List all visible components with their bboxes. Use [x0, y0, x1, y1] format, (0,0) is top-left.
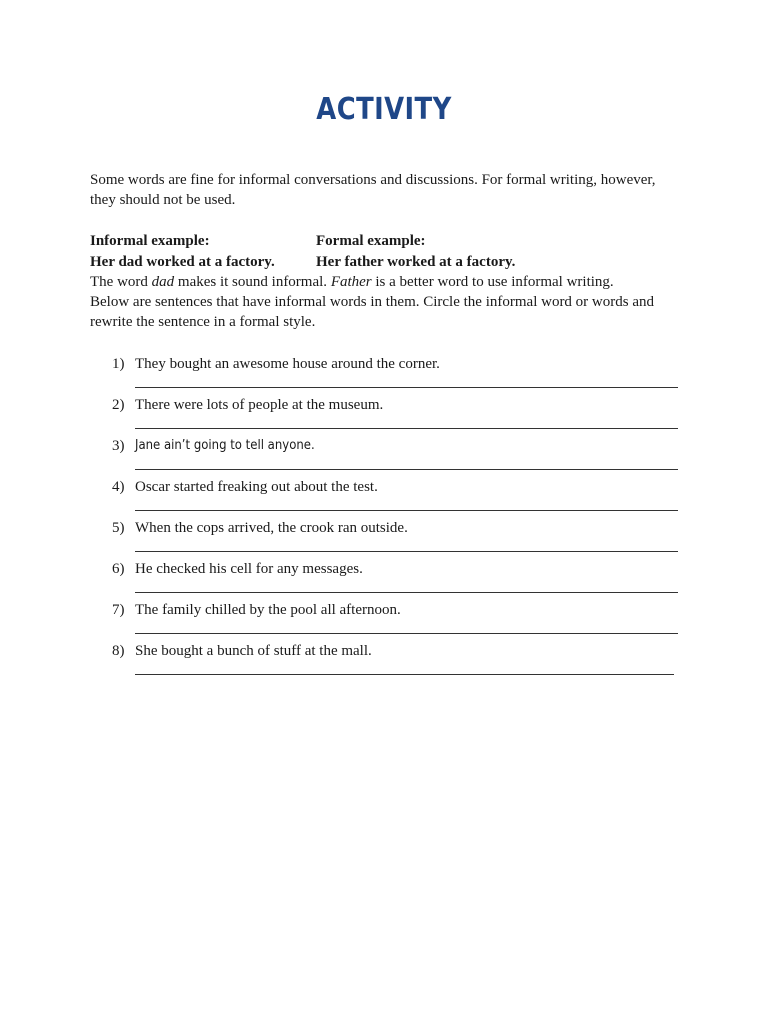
answer-line[interactable] — [135, 674, 674, 675]
explanation-word-dad: dad — [151, 274, 175, 290]
explanation-part-2: makes it sound informal. — [174, 274, 331, 290]
answer-line[interactable] — [135, 428, 678, 429]
examples-block — [90, 231, 690, 272]
answer-line[interactable] — [135, 469, 678, 470]
intro-paragraph: Some words are fine for informal conversations and discussions. For formal writing, however, they should not be used. — [90, 172, 656, 208]
question-list — [90, 354, 690, 682]
instructions-paragraph: Below are sentences that have informal words in them. Circle the informal word or words and rewrite the sentence in a formal style. — [90, 294, 655, 330]
answer-line[interactable] — [135, 510, 678, 511]
answer-line[interactable] — [135, 387, 678, 388]
question-number: 8) — [112, 643, 125, 659]
explanation-line — [90, 272, 680, 292]
answer-line[interactable] — [135, 592, 678, 593]
question-number: 5) — [112, 520, 125, 536]
formal-example-sentence: Her father worked at a factory. — [316, 253, 516, 270]
explanation-part-3: is a better word to use informal writing. — [371, 274, 614, 290]
question-item — [90, 559, 690, 600]
question-number: 3) — [112, 438, 125, 454]
examples-label-row — [90, 231, 690, 252]
informal-example-sentence: Her dad worked at a factory. — [90, 253, 275, 270]
question-number: 2) — [112, 397, 125, 413]
page-title: ACTIVITY — [316, 92, 452, 127]
question-text: Jane ain’t going to tell anyone. — [135, 438, 315, 453]
answer-line[interactable] — [135, 551, 678, 552]
question-text: They bought an awesome house around the corner. — [135, 356, 440, 372]
formal-example-label: Formal example: — [316, 233, 426, 249]
explanation-part-1: The word — [90, 274, 152, 290]
question-text: When the cops arrived, the crook ran outside. — [135, 520, 408, 536]
question-number: 7) — [112, 602, 125, 618]
question-number: 6) — [112, 561, 125, 577]
examples-sentence-row — [90, 252, 690, 273]
question-item — [90, 395, 690, 436]
question-item — [90, 641, 690, 682]
question-item — [90, 436, 690, 477]
question-text: Oscar started freaking out about the test. — [135, 479, 378, 495]
explanation-word-father: Father — [330, 274, 372, 290]
question-text: The family chilled by the pool all afternoon. — [135, 602, 401, 618]
question-text: He checked his cell for any messages. — [135, 561, 363, 577]
answer-line[interactable] — [135, 633, 678, 634]
question-item — [90, 518, 690, 559]
question-item — [90, 354, 690, 395]
question-number: 4) — [112, 479, 125, 495]
question-text: There were lots of people at the museum. — [135, 397, 384, 413]
question-number: 1) — [112, 356, 125, 372]
informal-example-label: Informal example: — [90, 233, 210, 249]
question-text: She bought a bunch of stuff at the mall. — [135, 643, 372, 659]
question-item — [90, 477, 690, 518]
question-item — [90, 600, 690, 641]
